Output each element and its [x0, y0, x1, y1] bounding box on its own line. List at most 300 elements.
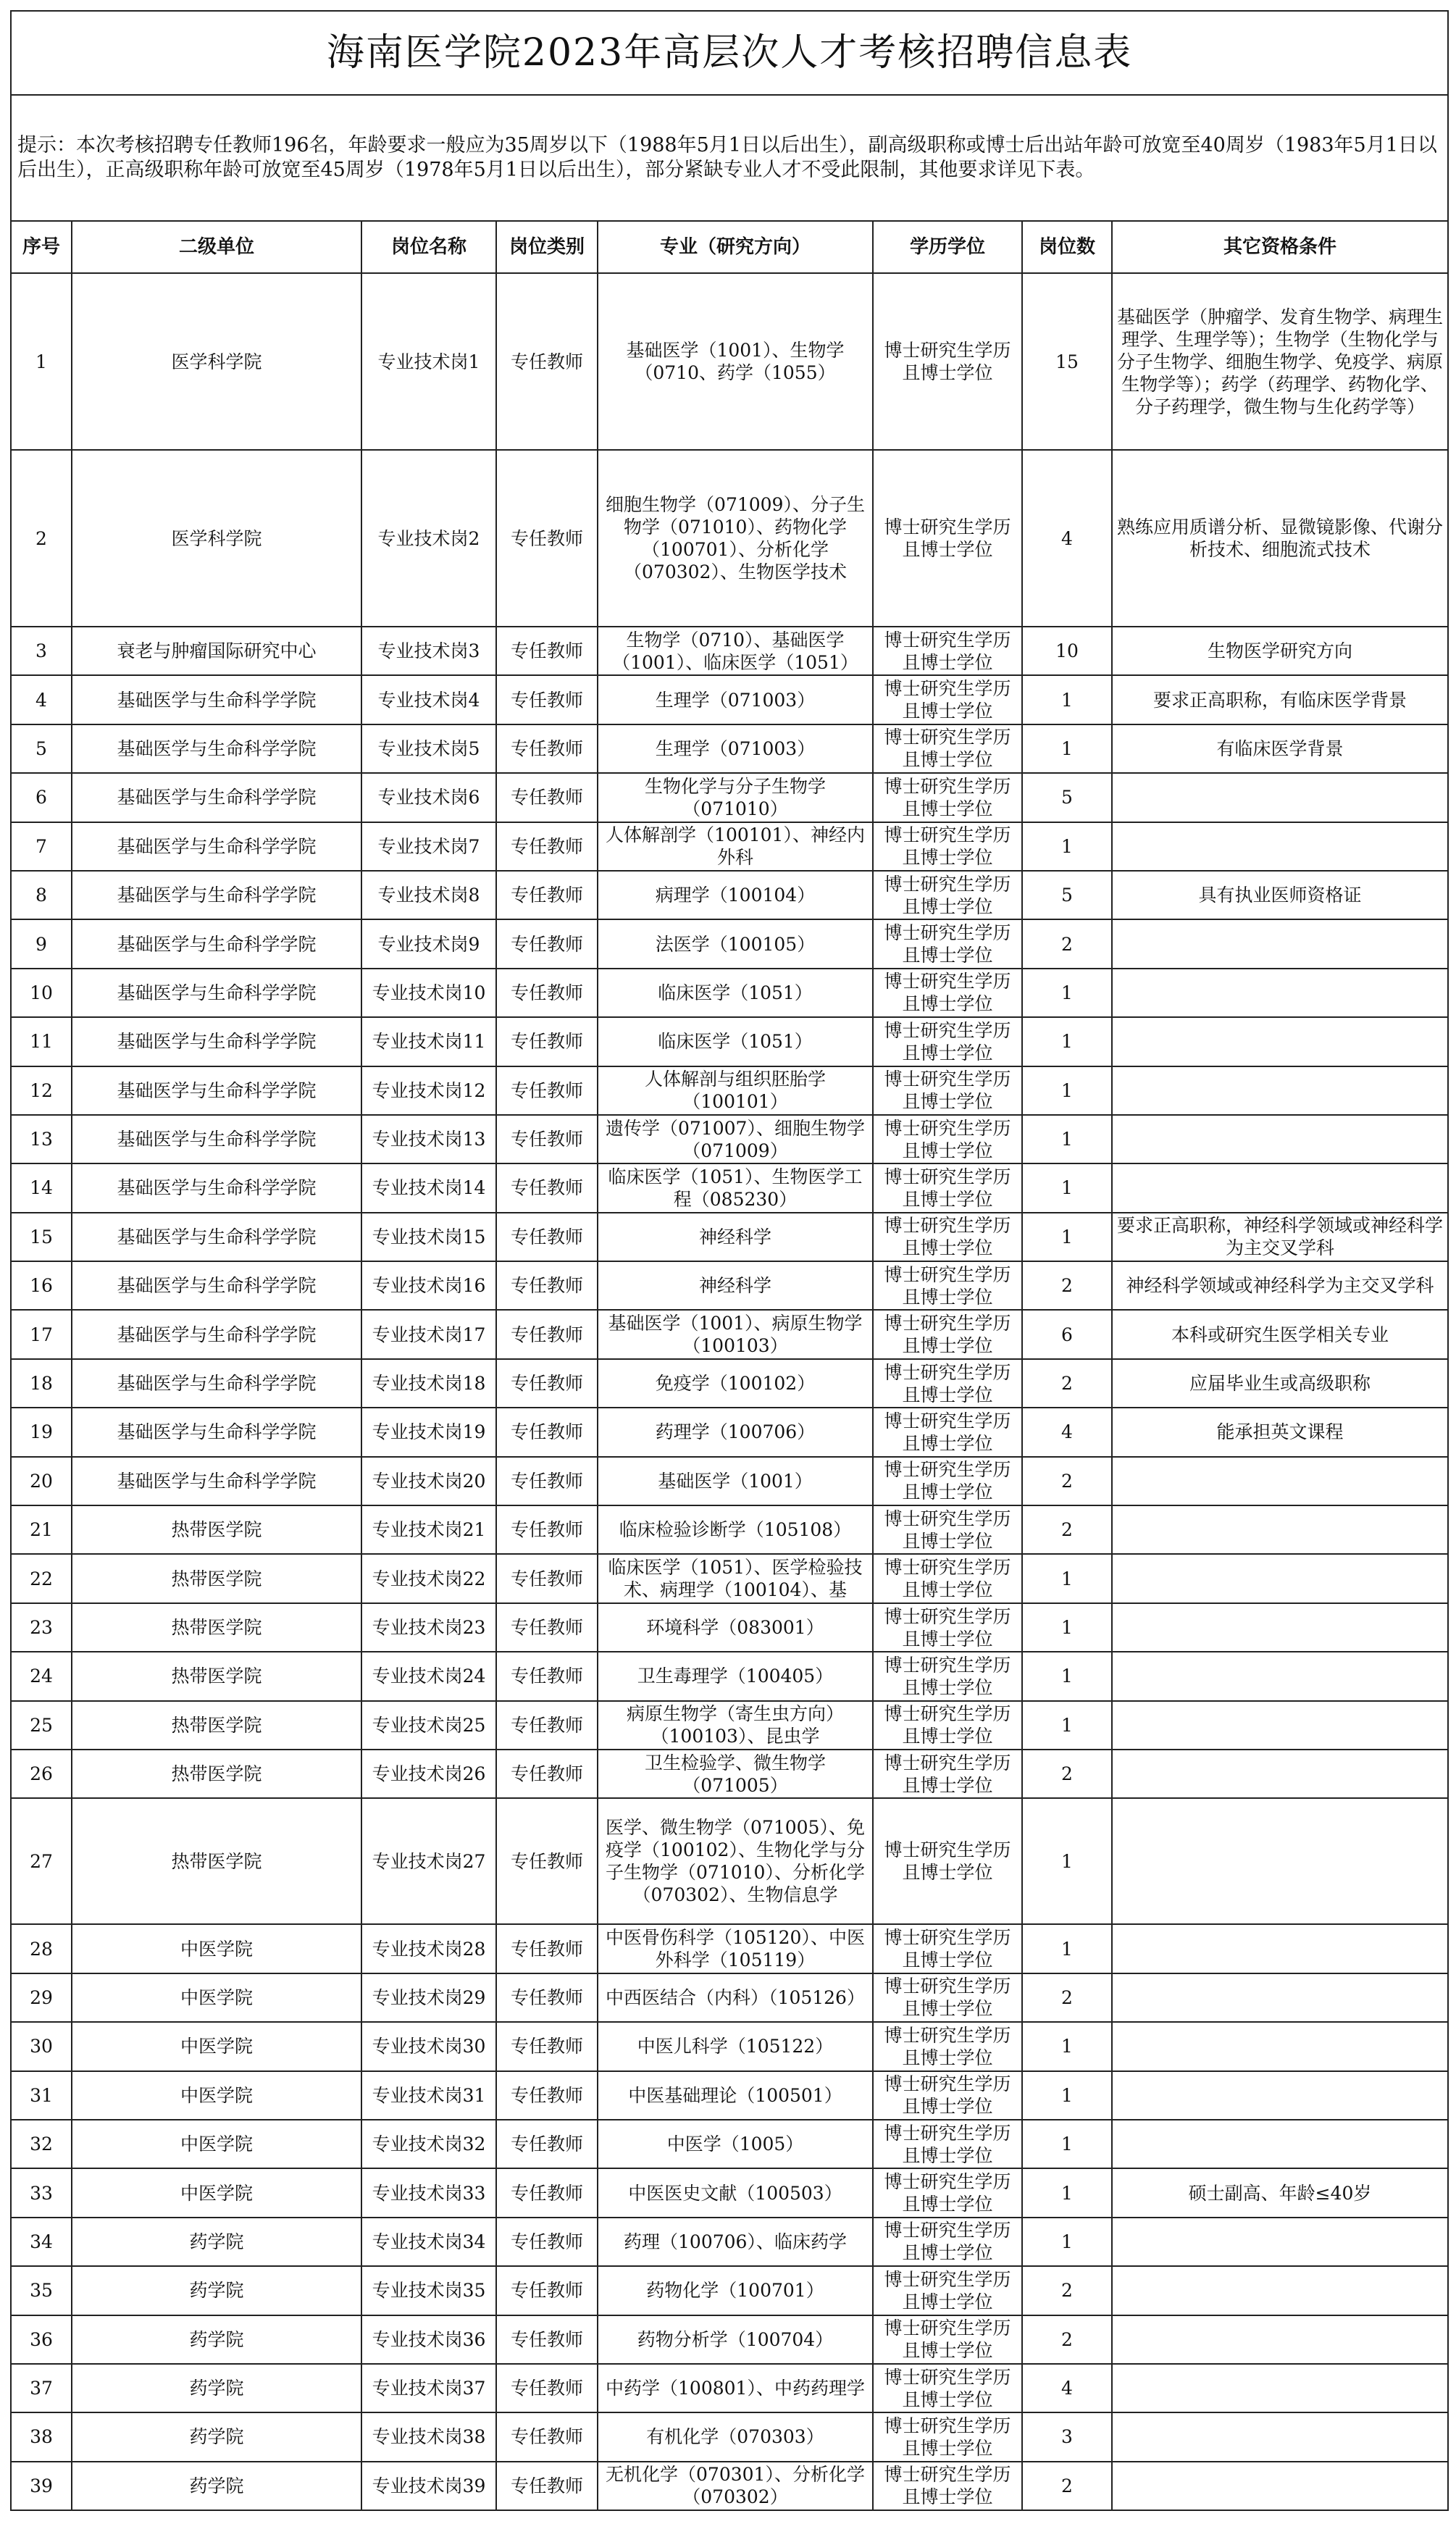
table-row — [11, 1554, 1448, 1602]
cell-unit: 基础医学与生命科学学院 — [72, 675, 361, 724]
table-row — [11, 773, 1448, 822]
cell-other-conditions: 有临床医学背景 — [1112, 724, 1448, 773]
cell-degree: 博士研究生学历且博士学位 — [873, 871, 1022, 919]
cell-index: 36 — [11, 2315, 72, 2364]
cell-unit: 基础医学与生命科学学院 — [72, 773, 361, 822]
cell-degree: 博士研究生学历且博士学位 — [873, 2266, 1022, 2315]
cell-post-name: 专业技术岗34 — [361, 2218, 496, 2266]
cell-degree: 博士研究生学历且博士学位 — [873, 2412, 1022, 2461]
cell-degree: 博士研究生学历且博士学位 — [873, 773, 1022, 822]
cell-major: 中医学（1005） — [598, 2120, 873, 2168]
cell-other-conditions — [1112, 2412, 1448, 2461]
cell-post-name: 专业技术岗15 — [361, 1213, 496, 1261]
cell-post-type: 专任教师 — [496, 773, 598, 822]
cell-count: 2 — [1022, 2462, 1112, 2510]
cell-count: 2 — [1022, 1973, 1112, 2022]
cell-index: 31 — [11, 2071, 72, 2120]
cell-post-name: 专业技术岗23 — [361, 1603, 496, 1652]
cell-post-name: 专业技术岗28 — [361, 1924, 496, 1973]
cell-count: 1 — [1022, 2022, 1112, 2070]
table-row — [11, 1163, 1448, 1212]
header-count: 岗位数 — [1022, 221, 1112, 273]
cell-other-conditions — [1112, 773, 1448, 822]
cell-degree: 博士研究生学历且博士学位 — [873, 2022, 1022, 2070]
cell-other-conditions — [1112, 822, 1448, 871]
cell-post-type: 专任教师 — [496, 1798, 598, 1924]
cell-post-type: 专任教师 — [496, 1163, 598, 1212]
cell-index: 33 — [11, 2168, 72, 2217]
cell-post-type: 专任教师 — [496, 273, 598, 450]
cell-degree: 博士研究生学历且博士学位 — [873, 1261, 1022, 1310]
cell-count: 4 — [1022, 450, 1112, 627]
cell-post-type: 专任教师 — [496, 1505, 598, 1554]
cell-other-conditions — [1112, 2364, 1448, 2412]
cell-major: 有机化学（070303） — [598, 2412, 873, 2461]
cell-post-name: 专业技术岗33 — [361, 2168, 496, 2217]
cell-unit: 热带医学院 — [72, 1701, 361, 1750]
cell-count: 2 — [1022, 1457, 1112, 1505]
cell-degree: 博士研究生学历且博士学位 — [873, 1505, 1022, 1554]
cell-unit: 药学院 — [72, 2315, 361, 2364]
cell-post-name: 专业技术岗25 — [361, 1701, 496, 1750]
cell-post-name: 专业技术岗11 — [361, 1017, 496, 1066]
notice-text: 提示：本次考核招聘专任教师196名，年龄要求一般应为35周岁以下（1988年5月1日以后出生），副高级职称或博士后出站年龄可放宽至40周岁（1983年5月1日以后出生），正高级职称年龄可放宽至45周岁（1978年5月1日以后出生），部分紧缺专业人才不受此限制，其他要求详见下表。 — [11, 95, 1448, 221]
cell-major: 中医基础理论（100501） — [598, 2071, 873, 2120]
table-row — [11, 675, 1448, 724]
cell-unit: 中医学院 — [72, 2168, 361, 2217]
header-index: 序号 — [11, 221, 72, 273]
cell-other-conditions — [1112, 1652, 1448, 1700]
cell-count: 2 — [1022, 2266, 1112, 2315]
cell-degree: 博士研究生学历且博士学位 — [873, 1310, 1022, 1358]
cell-other-conditions — [1112, 2315, 1448, 2364]
cell-degree: 博士研究生学历且博士学位 — [873, 1457, 1022, 1505]
table-row — [11, 1213, 1448, 1261]
table-row — [11, 1603, 1448, 1652]
cell-index: 35 — [11, 2266, 72, 2315]
cell-index: 13 — [11, 1115, 72, 1163]
table-row — [11, 1798, 1448, 1924]
cell-index: 10 — [11, 969, 72, 1017]
cell-index: 3 — [11, 627, 72, 675]
cell-other-conditions: 要求正高职称，神经科学领域或神经科学为主交叉学科 — [1112, 1213, 1448, 1261]
cell-post-name: 专业技术岗5 — [361, 724, 496, 773]
cell-major: 中药学（100801）、中药药理学 — [598, 2364, 873, 2412]
cell-other-conditions — [1112, 919, 1448, 968]
cell-unit: 基础医学与生命科学学院 — [72, 1261, 361, 1310]
cell-count: 1 — [1022, 2218, 1112, 2266]
cell-major: 基础医学（1001） — [598, 1457, 873, 1505]
cell-unit: 热带医学院 — [72, 1652, 361, 1700]
cell-post-name: 专业技术岗19 — [361, 1408, 496, 1456]
cell-unit: 药学院 — [72, 2462, 361, 2510]
cell-major: 卫生毒理学（100405） — [598, 1652, 873, 1700]
table-row — [11, 273, 1448, 450]
cell-degree: 博士研究生学历且博士学位 — [873, 2120, 1022, 2168]
cell-other-conditions — [1112, 2218, 1448, 2266]
cell-count: 1 — [1022, 1798, 1112, 1924]
cell-degree: 博士研究生学历且博士学位 — [873, 2462, 1022, 2510]
cell-unit: 基础医学与生命科学学院 — [72, 724, 361, 773]
cell-unit: 基础医学与生命科学学院 — [72, 1163, 361, 1212]
cell-unit: 基础医学与生命科学学院 — [72, 1066, 361, 1115]
cell-count: 3 — [1022, 2412, 1112, 2461]
cell-degree: 博士研究生学历且博士学位 — [873, 1213, 1022, 1261]
cell-index: 37 — [11, 2364, 72, 2412]
cell-other-conditions — [1112, 2462, 1448, 2510]
cell-post-name: 专业技术岗8 — [361, 871, 496, 919]
cell-index: 25 — [11, 1701, 72, 1750]
cell-other-conditions — [1112, 1163, 1448, 1212]
cell-index: 9 — [11, 919, 72, 968]
cell-degree: 博士研究生学历且博士学位 — [873, 919, 1022, 968]
cell-degree: 博士研究生学历且博士学位 — [873, 1066, 1022, 1115]
cell-degree: 博士研究生学历且博士学位 — [873, 2218, 1022, 2266]
cell-post-type: 专任教师 — [496, 675, 598, 724]
cell-other-conditions — [1112, 1554, 1448, 1602]
cell-degree: 博士研究生学历且博士学位 — [873, 822, 1022, 871]
table-row — [11, 1408, 1448, 1456]
table-row — [11, 2168, 1448, 2217]
cell-post-name: 专业技术岗35 — [361, 2266, 496, 2315]
cell-index: 8 — [11, 871, 72, 919]
cell-other-conditions: 能承担英文课程 — [1112, 1408, 1448, 1456]
cell-major: 生理学（071003） — [598, 675, 873, 724]
table-row — [11, 1017, 1448, 1066]
cell-post-type: 专任教师 — [496, 1213, 598, 1261]
cell-degree: 博士研究生学历且博士学位 — [873, 1924, 1022, 1973]
recruitment-table — [10, 10, 1449, 2511]
cell-post-type: 专任教师 — [496, 2315, 598, 2364]
cell-unit: 药学院 — [72, 2218, 361, 2266]
table-row — [11, 2315, 1448, 2364]
cell-unit: 基础医学与生命科学学院 — [72, 1359, 361, 1408]
header-degree: 学历学位 — [873, 221, 1022, 273]
cell-unit: 基础医学与生命科学学院 — [72, 822, 361, 871]
cell-major: 人体解剖学（100101）、神经内外科 — [598, 822, 873, 871]
cell-degree: 博士研究生学历且博士学位 — [873, 1701, 1022, 1750]
cell-other-conditions — [1112, 2071, 1448, 2120]
cell-other-conditions — [1112, 969, 1448, 1017]
cell-post-type: 专任教师 — [496, 1017, 598, 1066]
cell-unit: 基础医学与生命科学学院 — [72, 969, 361, 1017]
cell-degree: 博士研究生学历且博士学位 — [873, 1973, 1022, 2022]
cell-unit: 基础医学与生命科学学院 — [72, 1408, 361, 1456]
cell-unit: 基础医学与生命科学学院 — [72, 919, 361, 968]
cell-major: 基础医学（1001）、生物学（0710、药学（1055） — [598, 273, 873, 450]
cell-unit: 基础医学与生命科学学院 — [72, 1115, 361, 1163]
header-unit: 二级单位 — [72, 221, 361, 273]
cell-unit: 医学科学院 — [72, 450, 361, 627]
cell-post-type: 专任教师 — [496, 1973, 598, 2022]
cell-count: 1 — [1022, 969, 1112, 1017]
cell-major: 病原生物学（寄生虫方向）（100103）、昆虫学 — [598, 1701, 873, 1750]
cell-count: 1 — [1022, 1213, 1112, 1261]
cell-post-type: 专任教师 — [496, 450, 598, 627]
cell-post-type: 专任教师 — [496, 1457, 598, 1505]
table-row — [11, 1457, 1448, 1505]
table-row — [11, 919, 1448, 968]
cell-index: 14 — [11, 1163, 72, 1212]
table-row — [11, 450, 1448, 627]
cell-post-name: 专业技术岗20 — [361, 1457, 496, 1505]
cell-other-conditions: 要求正高职称，有临床医学背景 — [1112, 675, 1448, 724]
cell-major: 药物分析学（100704） — [598, 2315, 873, 2364]
cell-post-type: 专任教师 — [496, 1750, 598, 1798]
cell-degree: 博士研究生学历且博士学位 — [873, 450, 1022, 627]
cell-degree: 博士研究生学历且博士学位 — [873, 675, 1022, 724]
cell-post-name: 专业技术岗3 — [361, 627, 496, 675]
cell-count: 1 — [1022, 1603, 1112, 1652]
cell-post-type: 专任教师 — [496, 919, 598, 968]
cell-count: 15 — [1022, 273, 1112, 450]
cell-count: 1 — [1022, 1924, 1112, 1973]
cell-unit: 衰老与肿瘤国际研究中心 — [72, 627, 361, 675]
cell-other-conditions — [1112, 1505, 1448, 1554]
cell-count: 6 — [1022, 1310, 1112, 1358]
cell-degree: 博士研究生学历且博士学位 — [873, 1603, 1022, 1652]
cell-post-type: 专任教师 — [496, 2022, 598, 2070]
cell-post-name: 专业技术岗39 — [361, 2462, 496, 2510]
cell-count: 10 — [1022, 627, 1112, 675]
cell-major: 生理学（071003） — [598, 724, 873, 773]
cell-post-type: 专任教师 — [496, 2071, 598, 2120]
header-major: 专业（研究方向） — [598, 221, 873, 273]
cell-unit: 药学院 — [72, 2266, 361, 2315]
cell-other-conditions — [1112, 1017, 1448, 1066]
cell-index: 34 — [11, 2218, 72, 2266]
cell-other-conditions — [1112, 2120, 1448, 2168]
cell-degree: 博士研究生学历且博士学位 — [873, 2168, 1022, 2217]
table-row — [11, 2218, 1448, 2266]
cell-unit: 热带医学院 — [72, 1798, 361, 1924]
cell-major: 中医骨伤科学（105120）、中医外科学（105119） — [598, 1924, 873, 1973]
cell-post-name: 专业技术岗32 — [361, 2120, 496, 2168]
cell-other-conditions — [1112, 1115, 1448, 1163]
table-row — [11, 1115, 1448, 1163]
cell-post-name: 专业技术岗14 — [361, 1163, 496, 1212]
cell-index: 1 — [11, 273, 72, 450]
table-row — [11, 1750, 1448, 1798]
cell-post-name: 专业技术岗24 — [361, 1652, 496, 1700]
cell-degree: 博士研究生学历且博士学位 — [873, 724, 1022, 773]
cell-post-type: 专任教师 — [496, 724, 598, 773]
cell-other-conditions: 具有执业医师资格证 — [1112, 871, 1448, 919]
cell-post-type: 专任教师 — [496, 627, 598, 675]
cell-unit: 中医学院 — [72, 2120, 361, 2168]
cell-major: 神经科学 — [598, 1213, 873, 1261]
table-row — [11, 2071, 1448, 2120]
cell-unit: 药学院 — [72, 2364, 361, 2412]
cell-index: 19 — [11, 1408, 72, 1456]
cell-post-name: 专业技术岗16 — [361, 1261, 496, 1310]
cell-count: 1 — [1022, 1115, 1112, 1163]
table-row — [11, 627, 1448, 675]
cell-post-name: 专业技术岗26 — [361, 1750, 496, 1798]
table-header-row — [11, 221, 1448, 273]
cell-post-type: 专任教师 — [496, 1261, 598, 1310]
cell-major: 人体解剖与组织胚胎学（100101） — [598, 1066, 873, 1115]
cell-major: 临床医学（1051） — [598, 1017, 873, 1066]
cell-post-type: 专任教师 — [496, 1066, 598, 1115]
cell-count: 1 — [1022, 1017, 1112, 1066]
table-row — [11, 2022, 1448, 2070]
cell-post-name: 专业技术岗30 — [361, 2022, 496, 2070]
cell-major: 法医学（100105） — [598, 919, 873, 968]
cell-count: 1 — [1022, 675, 1112, 724]
cell-unit: 基础医学与生命科学学院 — [72, 1310, 361, 1358]
cell-index: 27 — [11, 1798, 72, 1924]
cell-post-name: 专业技术岗17 — [361, 1310, 496, 1358]
cell-post-type: 专任教师 — [496, 2412, 598, 2461]
header-post-name: 岗位名称 — [361, 221, 496, 273]
cell-count: 1 — [1022, 1066, 1112, 1115]
cell-major: 药理（100706）、临床药学 — [598, 2218, 873, 2266]
cell-post-name: 专业技术岗29 — [361, 1973, 496, 2022]
cell-post-name: 专业技术岗13 — [361, 1115, 496, 1163]
cell-count: 1 — [1022, 2120, 1112, 2168]
cell-index: 7 — [11, 822, 72, 871]
cell-post-type: 专任教师 — [496, 2120, 598, 2168]
cell-post-type: 专任教师 — [496, 1310, 598, 1358]
cell-post-type: 专任教师 — [496, 1701, 598, 1750]
cell-post-type: 专任教师 — [496, 1603, 598, 1652]
cell-other-conditions — [1112, 1457, 1448, 1505]
table-row — [11, 2462, 1448, 2510]
table-row — [11, 2364, 1448, 2412]
cell-index: 5 — [11, 724, 72, 773]
cell-post-name: 专业技术岗38 — [361, 2412, 496, 2461]
cell-post-name: 专业技术岗12 — [361, 1066, 496, 1115]
cell-post-type: 专任教师 — [496, 871, 598, 919]
cell-other-conditions — [1112, 2022, 1448, 2070]
cell-major: 卫生检验学、微生物学（071005） — [598, 1750, 873, 1798]
cell-major: 临床医学（1051）、医学检验技术、病理学（100104）、基 — [598, 1554, 873, 1602]
cell-major: 免疫学（100102） — [598, 1359, 873, 1408]
cell-post-name: 专业技术岗27 — [361, 1798, 496, 1924]
cell-other-conditions — [1112, 1798, 1448, 1924]
cell-major: 神经科学 — [598, 1261, 873, 1310]
table-row — [11, 822, 1448, 871]
cell-index: 15 — [11, 1213, 72, 1261]
cell-degree: 博士研究生学历且博士学位 — [873, 1652, 1022, 1700]
cell-post-type: 专任教师 — [496, 2462, 598, 2510]
cell-count: 1 — [1022, 2168, 1112, 2217]
cell-degree: 博士研究生学历且博士学位 — [873, 2315, 1022, 2364]
cell-index: 6 — [11, 773, 72, 822]
table-row — [11, 2412, 1448, 2461]
cell-other-conditions — [1112, 1924, 1448, 1973]
cell-post-name: 专业技术岗37 — [361, 2364, 496, 2412]
cell-count: 2 — [1022, 1261, 1112, 1310]
cell-post-type: 专任教师 — [496, 2364, 598, 2412]
cell-count: 5 — [1022, 871, 1112, 919]
cell-post-type: 专任教师 — [496, 2168, 598, 2217]
cell-post-type: 专任教师 — [496, 1652, 598, 1700]
cell-unit: 中医学院 — [72, 2022, 361, 2070]
cell-unit: 医学科学院 — [72, 273, 361, 450]
cell-degree: 博士研究生学历且博士学位 — [873, 627, 1022, 675]
cell-major: 基础医学（1001）、病原生物学（100103） — [598, 1310, 873, 1358]
cell-index: 20 — [11, 1457, 72, 1505]
cell-post-name: 专业技术岗1 — [361, 273, 496, 450]
cell-index: 18 — [11, 1359, 72, 1408]
cell-degree: 博士研究生学历且博士学位 — [873, 1017, 1022, 1066]
cell-post-type: 专任教师 — [496, 1115, 598, 1163]
recruitment-sheet — [10, 10, 1447, 2511]
cell-major: 中医医史文献（100503） — [598, 2168, 873, 2217]
cell-degree: 博士研究生学历且博士学位 — [873, 969, 1022, 1017]
table-row — [11, 1310, 1448, 1358]
cell-index: 29 — [11, 1973, 72, 2022]
cell-major: 病理学（100104） — [598, 871, 873, 919]
cell-index: 11 — [11, 1017, 72, 1066]
cell-degree: 博士研究生学历且博士学位 — [873, 273, 1022, 450]
cell-index: 38 — [11, 2412, 72, 2461]
table-row — [11, 871, 1448, 919]
cell-degree: 博士研究生学历且博士学位 — [873, 1798, 1022, 1924]
cell-post-name: 专业技术岗4 — [361, 675, 496, 724]
cell-count: 2 — [1022, 1750, 1112, 1798]
cell-post-name: 专业技术岗31 — [361, 2071, 496, 2120]
cell-index: 28 — [11, 1924, 72, 1973]
cell-unit: 热带医学院 — [72, 1603, 361, 1652]
cell-degree: 博士研究生学历且博士学位 — [873, 1115, 1022, 1163]
cell-count: 1 — [1022, 822, 1112, 871]
cell-count: 4 — [1022, 2364, 1112, 2412]
table-row — [11, 1924, 1448, 1973]
cell-post-type: 专任教师 — [496, 2218, 598, 2266]
cell-other-conditions: 生物医学研究方向 — [1112, 627, 1448, 675]
cell-major: 生物学（0710）、基础医学（1001）、临床医学（1051） — [598, 627, 873, 675]
table-row — [11, 1359, 1448, 1408]
cell-unit: 基础医学与生命科学学院 — [72, 871, 361, 919]
cell-other-conditions: 神经科学领域或神经科学为主交叉学科 — [1112, 1261, 1448, 1310]
cell-post-type: 专任教师 — [496, 2266, 598, 2315]
cell-count: 2 — [1022, 1359, 1112, 1408]
cell-post-type: 专任教师 — [496, 1924, 598, 1973]
table-row — [11, 1261, 1448, 1310]
cell-post-name: 专业技术岗6 — [361, 773, 496, 822]
cell-count: 1 — [1022, 1163, 1112, 1212]
cell-post-type: 专任教师 — [496, 1408, 598, 1456]
cell-index: 4 — [11, 675, 72, 724]
cell-major: 中医儿科学（105122） — [598, 2022, 873, 2070]
cell-count: 1 — [1022, 1701, 1112, 1750]
cell-post-name: 专业技术岗22 — [361, 1554, 496, 1602]
table-row — [11, 724, 1448, 773]
cell-other-conditions: 基础医学（肿瘤学、发育生物学、病理生理学、生理学等）；生物学（生物化学与分子生物学、细胞生物学、免疫学、病原生物学等）；药学（药理学、药物化学、分子药理学，微生物与生化药学等） — [1112, 273, 1448, 450]
cell-count: 2 — [1022, 2315, 1112, 2364]
cell-post-name: 专业技术岗10 — [361, 969, 496, 1017]
cell-other-conditions: 应届毕业生或高级职称 — [1112, 1359, 1448, 1408]
cell-unit: 基础医学与生命科学学院 — [72, 1457, 361, 1505]
cell-index: 21 — [11, 1505, 72, 1554]
cell-degree: 博士研究生学历且博士学位 — [873, 2364, 1022, 2412]
cell-index: 23 — [11, 1603, 72, 1652]
cell-major: 临床医学（1051） — [598, 969, 873, 1017]
cell-degree: 博士研究生学历且博士学位 — [873, 1408, 1022, 1456]
cell-index: 32 — [11, 2120, 72, 2168]
cell-major: 医学、微生物学（071005）、免疫学（100102）、生物化学与分子生物学（071010）、分析化学（070302）、生物信息学 — [598, 1798, 873, 1924]
cell-index: 39 — [11, 2462, 72, 2510]
cell-other-conditions — [1112, 2266, 1448, 2315]
cell-unit: 热带医学院 — [72, 1505, 361, 1554]
cell-count: 4 — [1022, 1408, 1112, 1456]
table-row — [11, 2120, 1448, 2168]
cell-other-conditions — [1112, 1603, 1448, 1652]
cell-unit: 热带医学院 — [72, 1554, 361, 1602]
